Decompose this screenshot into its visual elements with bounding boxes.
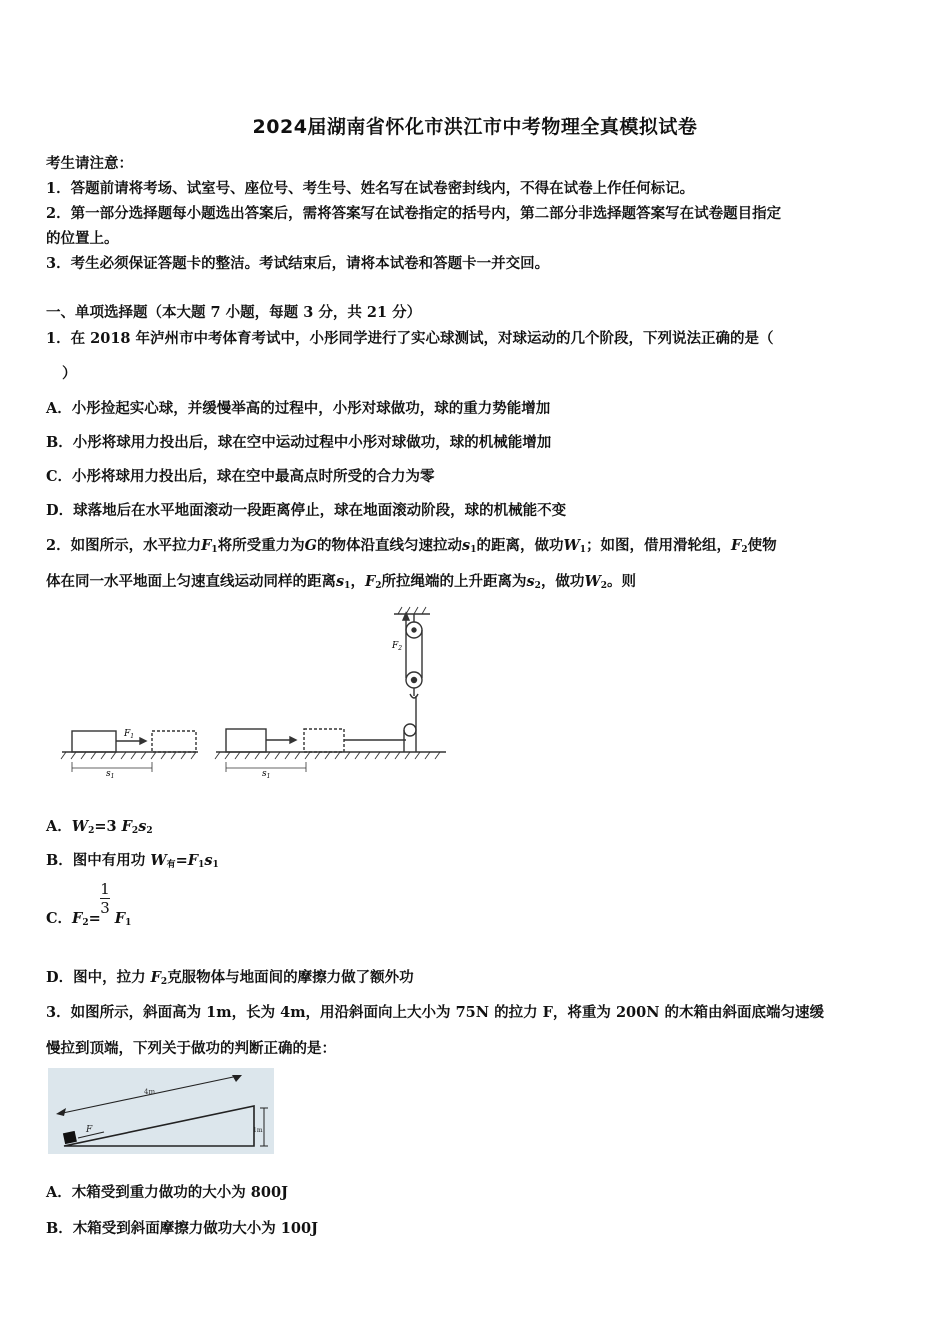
notice-item: 2．第一部分选择题每小题选出答案后，需将答案写在试卷指定的括号内，第二部分非选择题答案写在试卷题目指定 xyxy=(46,205,782,222)
q1-stem-close: ） xyxy=(62,365,77,382)
q2-option-a: A．$W_2=3$ $F_2s_2$ xyxy=(46,818,153,836)
height-label: 1m xyxy=(253,1127,263,1134)
q1-stem: 1．在 2018 年泸州市中考体育考试中，小彤同学进行了实心球测试，对球运动的几个阶段，下列说法正确的是（ xyxy=(46,330,774,347)
section-heading: 一、单项选择题（本大题 7 小题，每题 3 分，共 21 分） xyxy=(46,304,422,321)
s1-label-right: $s_1$ xyxy=(262,769,271,780)
q3-incline-figure xyxy=(48,1068,274,1154)
notice-item: 的位置上。 xyxy=(46,230,119,247)
q3-stem-line2: 慢拉到顶端，下列关于做功的判断正确的是： xyxy=(46,1040,336,1057)
q1-option-d: D．球落地后在水平地面滚动一段距离停止，球在地面滚动阶段，球的机械能不变 xyxy=(46,502,567,519)
q2-figure xyxy=(58,604,450,784)
q3-option-a: A．木箱受到重力做功的大小为 800J xyxy=(46,1184,288,1201)
q2-stem-line1: 2．如图所示，水平拉力$F_1$将所受重力为G的物体沿直线匀速拉动$s_1$的距离，做功$W_1$；如图，借用滑轮组，$F_2$使物 xyxy=(46,537,777,555)
length-label: 4m xyxy=(144,1088,156,1096)
notice-item: 1．答题前请将考场、试室号、座位号、考生号、姓名写在试卷密封线内，不得在试卷上作任何标记。 xyxy=(46,180,695,197)
notice-item: 3．考生必须保证答题卡的整洁。考试结束后，请将本试卷和答题卡一并交回。 xyxy=(46,255,550,272)
f2-label: $F_2$ xyxy=(392,641,403,652)
q1-option-a: A．小彤捡起实心球，并缓慢举高的过程中，小彤对球做功，球的重力势能增加 xyxy=(46,400,551,417)
q3-stem-line1: 3．如图所示，斜面高为 1m，长为 4m，用沿斜面向上大小为 75N 的拉力 F，将重为 200N 的木箱由斜面底端匀速缓 xyxy=(46,1004,825,1021)
force-label: F xyxy=(86,1125,93,1135)
q3-option-b: B．木箱受到斜面摩擦力做功大小为 100J xyxy=(46,1220,318,1237)
s1-label-left: $s_1$ xyxy=(106,769,115,780)
fraction-one-third: 1 3 xyxy=(100,880,110,917)
page-title: 2024届湖南省怀化市洪江市中考物理全真模拟试卷 xyxy=(252,116,698,138)
q1-option-b: B．小彤将球用力投出后，球在空中运动过程中小彤对球做功，球的机械能增加 xyxy=(46,434,552,451)
q2-option-b: B．图中有用功 $W_有=F_1s_1$ xyxy=(46,852,219,870)
q2-option-c: C．$F_2= F_1$ xyxy=(46,910,132,928)
q1-option-c: C．小彤将球用力投出后，球在空中最高点时所受的合力为零 xyxy=(46,468,435,485)
f1-label: $F_1$ xyxy=(124,729,135,740)
notice-heading: 考生请注意： xyxy=(46,155,133,172)
q2-stem-line2: 体在同一水平地面上匀速直线运动同样的距离$s_1$，$F_2$所拉绳端的上升距离为$s_2$，做功$W_2$。则 xyxy=(46,573,636,591)
q2-option-d: D．图中，拉力 $F_2$克服物体与地面间的摩擦力做了额外功 xyxy=(46,969,414,987)
